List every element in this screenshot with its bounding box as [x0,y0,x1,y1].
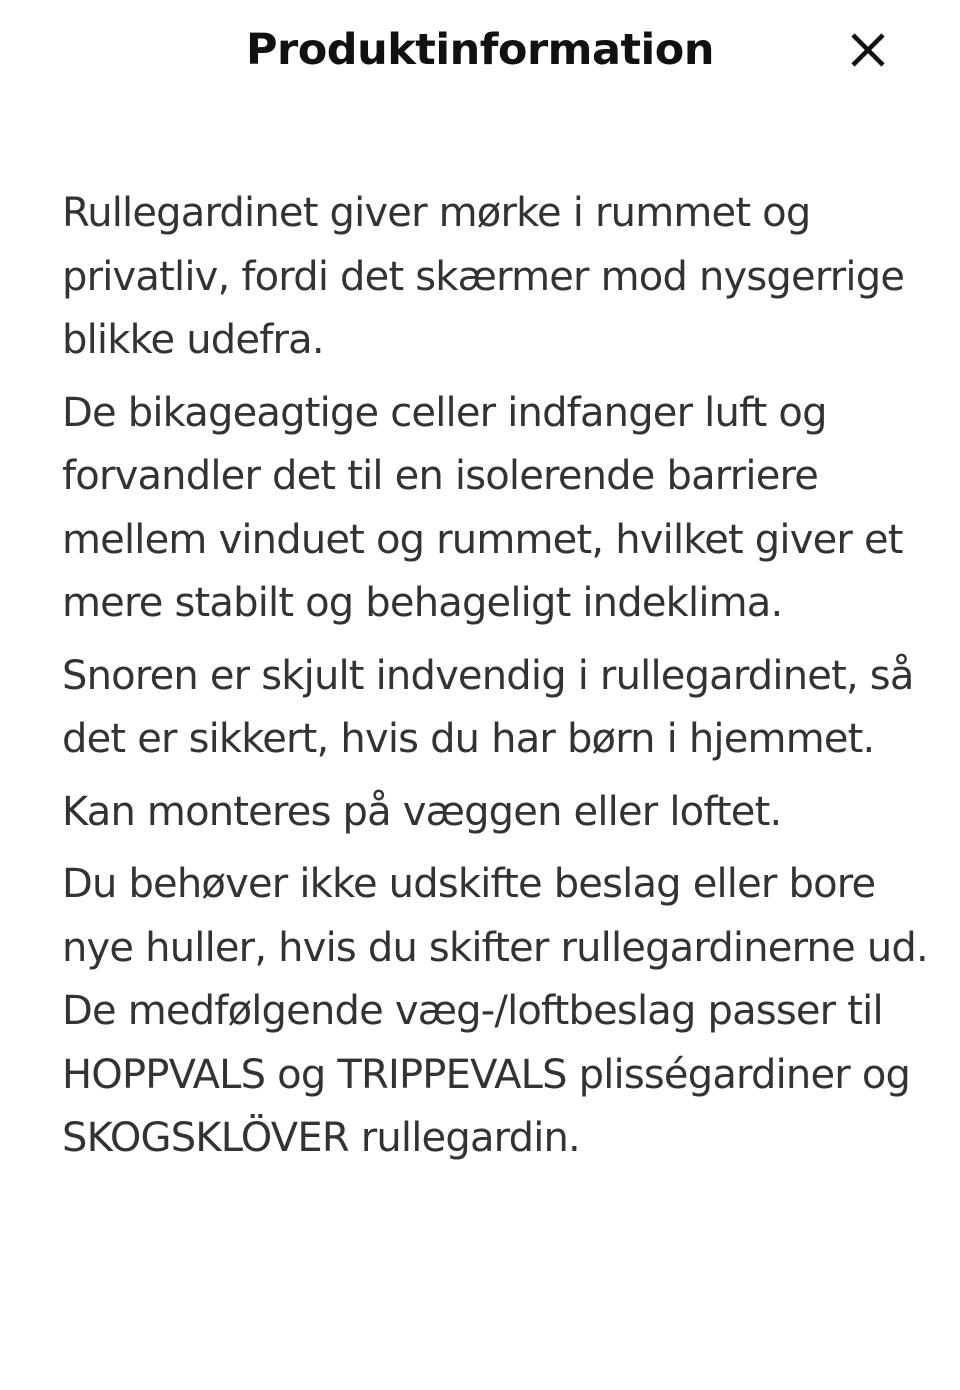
product-description [62,182,942,1180]
dialog-header [0,0,960,100]
description-paragraph: Snoren er skjult indvendig i rullegardinet, så det er sikkert, hvis du har børn i hjemmet. [62,652,914,762]
description-paragraph: Du behøver ikke udskifte beslag eller bore nye huller, hvis du skifter rullegardinerne ud. De medfølgende væg-/loftbeslag passer til HOPPVALS og TRIPPEVALS plisségardiner og SKOGSKLÖVER rullegardin. [62,861,928,1161]
description-paragraph: Rullegardinet giver mørke i rummet og privatliv, fordi det skærmer mod nysgerrige blikke udefra. [62,190,905,363]
dialog-title: Produktinformation [246,25,714,75]
description-paragraph: De bikageagtige celler indfanger luft og forvandler det til en isolerende barriere mellem vinduet og rummet, hvilket giver et mere stabilt og behageligt indeklima. [62,389,903,626]
close-button[interactable] [840,22,896,78]
description-paragraph: Kan monteres på væggen eller loftet. [62,788,782,835]
close-icon [848,30,888,70]
